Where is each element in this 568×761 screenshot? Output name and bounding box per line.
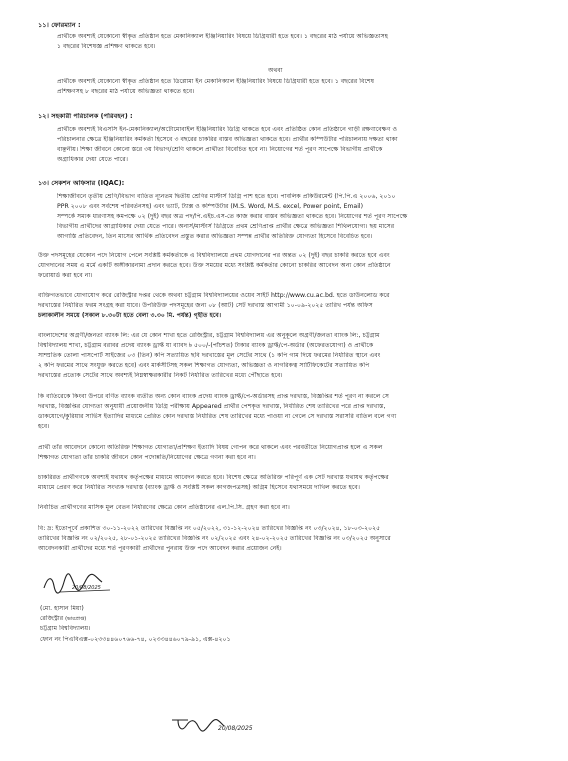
payment-line-4: ২ কপি ফরমের সাথে সংযুক্ত করতে হবে) এবং মার্কসীটসহ সকল শিক্ষাগত যোগ্যতা, অভিজ্ঞতা ও নাগরিকত্ব সার্টিফিকেটের সত্যায়িত কপি: [38, 362, 370, 369]
govt-line-1: চাকরিরত প্রার্থীগণকে অবশ্যই যথাযথ কর্তৃপক্ষের মাধ্যমে আবেদন করতে হবে। বিশেষ ক্ষেত্রে অতিরিক্ত পরিপূর্ণ এক সেট দরখাস্ত যথাযথ কর্তৃপক্ষের: [38, 474, 389, 481]
note-line-3: ডাকযোগে/কুরিয়ার সার্ভিস ইত্যাদির মাধ্যমে প্রেরিত কোন দরখাস্ত নির্ধারিত শেষ তারিখের মধ্যে পাওয়া না গেলে সে দরখাস্ত সরাসরি বাতিল বলে গণ্য: [38, 413, 397, 420]
lpc-line: নির্বাচিত প্রার্থীগণের মাসিক মূল বেতন নির্ধারণের ক্ষেত্রে কোন প্রতিষ্ঠানের এল.পি.সি. গ্রহণ করা হবে না।: [38, 504, 290, 511]
payment-line-5: দরখাস্তের প্রত্যেক সেটের সাথে অবশ্যই নিম্নস্বাক্ষরকারীর নিকট নির্ধারিত তারিখের মধ্যে পৌঁছাতে হবে।: [38, 372, 283, 379]
section-12-line-3: বাঞ্ছনীয়। শিক্ষা জীবনে কোনো স্তরে ৩য় বিভাগ/শ্রেণি থাকলে প্রার্থীতা বিবেচিত হবে না। নিয়োগের শর্ত পূরণ সাপেক্ষে বিভাগীয় প্রার্থীকে: [57, 146, 383, 153]
reference-line-3: আবেদনকারী প্রার্থীদের মধ্যে শর্ত পূরণকারী প্রার্থীদের পুনরায় উক্ত পদে আবেদন করার প্রয়োজন নেই।: [38, 545, 282, 552]
section-11-line-2: ১ বছরের বিশেষজ্ঞ প্রশিক্ষণ থাকতে হবে।: [57, 43, 156, 50]
payment-line-3: সাম্প্রতিক তোলা পাসপোর্ট সাইজের ০৩ (তিন) কপি সত্যায়িত ছবি দরখাস্তের মূল সেটের সাথে (১ কপি গাম দিয়ে ফরমের নির্ধারিত স্থানে এবং: [38, 352, 381, 359]
payment-line-2: বিশ্ববিদ্যালয় শাখা, চট্টগ্রাম বরাবর প্রদেয় ব্যাংক ড্রাফ্ট যা ব্যাবদ ৳ ৫০০/-(পাঁচশত) টাকার ব্যাংক ড্রাফ্ট/পে-অর্ডার (অফেরতযোগ্য) ও প্রার্থীকে: [38, 342, 374, 349]
payment-line-1: বাংলাদেশের অগ্রণী/জনতা ব্যাংক লি: এর যে কোন শাখা হতে রেজিস্ট্রার, চট্টগ্রাম বিশ্ববিদ্যালয় এর অনুকূলে অগ্রণী/জনতা ব্যাংক লি:, চট্টগ্রাম: [38, 332, 380, 339]
joining-line-1: উক্ত পদসমূহের যেকোন পদে নিয়োগ পেলে সংশ্লিষ্ট কর্মকর্তাকে এ বিশ্ববিদ্যালয়ে প্রথম যোগদানের পর অন্তত ০২ (দুই) বছর চাকরি করতে হবে এবং: [38, 252, 390, 259]
registrar-title-suffix: (ভারপ্রাপ্ত): [65, 616, 87, 622]
joining-line-3: ফরোয়ার্ড করা হবে না।: [38, 272, 93, 279]
registrar-title: [40, 615, 86, 624]
or-label: অথবা: [268, 67, 283, 74]
section-11-line-1: প্রার্থীকে অবশ্যই যেকোনো স্বীকৃত প্রতিষ্ঠান হতে মেকানিক্যাল ইঞ্জিনিয়ারিং বিষয়ে ডিগ্রিধারী হতে হবে। ১ বছরের মাঠ পর্যায়ে অভিজ্ঞতাসহ: [57, 33, 388, 40]
section-13-line-3: সম্পর্কে সম্যক ধারণাসহ কমপক্ষে ০২ (দুই) বছর অত্র পদ/পি.এইচ.এস-তে কাজ করার বাস্তব অভিজ্ঞতা থাকতে হবে। নিয়োগের শর্ত পূরণ সাপেক্ষে: [57, 213, 408, 220]
registrar-org: চট্টগ্রাম বিশ্ববিদ্যালয়।: [40, 625, 91, 632]
application-line-1: ব্যক্তিগতভাবে যোগাযোগ করে রেজিস্ট্রার দপ্তর থেকে অথবা চট্টগ্রাম বিশ্ববিদ্যালয়ের ওয়েব সাইট http://www.cu.ac.bd. হতে ডাউনলোড করে: [38, 292, 390, 299]
reference-line-1: বি: দ্র: ইতোপূর্বে প্রকাশিত ৩০-১১-২০২২ তারিখের বিজ্ঞপ্তি নং ০৫/২০২২, ৩১-১২-২০২৪ তারিখের বিজ্ঞপ্তি নং ০৩/২০২৪, ১৮-০৩-২০২৫: [38, 525, 381, 532]
application-line-3: চলাকালীন সময়ে (সকাল ৮.৩০টা হতে বেলা ৩.৩০ মি. পর্যন্ত) গৃহীত হবে।: [38, 312, 222, 319]
joining-line-2: যোগদানের সময় এ মর্মে একটি অঙ্গীকারনামা প্রদান করতে হবে। উক্ত সময়ের মধ্যে সংশ্লিষ্ট কর্মকর্তার কোনো চাকরির আবেদন অন্য কোন প্রতিষ্ঠানে: [38, 262, 391, 269]
section-12-line-1: প্রার্থীকে অবশ্যই বিএসসি ইন-মেকানিক্যাল/অটোমোবাইল ইঞ্জিনিয়ারিং ডিগ্রি থাকতে হবে এবং প্রতিষ্ঠিত কোন প্রতিষ্ঠানে গাড়ী রক্ষণাবেক্ষণ ও: [57, 126, 398, 133]
govt-line-2: মাধ্যমে প্রেরণ করে নির্ধারিত সংখ্যক দরখাস্ত (ব্যাংক ড্রাফ্ট ও সংশ্লিষ্ট সকল কাগজপত্রসহ) অগ্রিম হিসেবে যথাসময়ে দাখিল করতে হবে।: [38, 484, 360, 491]
section-11-alt-line-2: প্রশিক্ষণসহ ৮ বছরের মাঠ পর্যায়ে অভিজ্ঞতা থাকতে হবে।: [57, 88, 195, 95]
section-11-heading: ১১। ফোরম্যান :: [38, 22, 81, 29]
note-line-1: কি ব্যতিরেকে কিংবা উপরে বর্ণিত ব্যাংক ব্যতীত অন্য কোন ব্যাংক প্রদেয় ব্যাংক ড্রাফ্ট/পে-অর্ডারসহ প্রাপ্ত দরখাস্ত, বিজ্ঞপ্তির শর্ত পূরণ না করলে সে: [38, 393, 389, 400]
note-line-2: দরখাস্ত, বিজ্ঞপ্তির যোগ্যতা অনুযায়ী প্রয়োজনীয় ডিগ্রি পরীক্ষায় Appeared প্রার্থীর পেশকৃত দরখাস্ত, নির্ধারিত শেষ তারিখের পরে প্রাপ্ত দরখাস্ত,: [38, 403, 386, 410]
footer-signature-date: 20/08/2025: [218, 725, 253, 732]
application-line-2: দরখাস্তের নির্ধারিত ফরম সংগ্রহ করা যাবে। উপরিউক্ত পদসমূহের জন্য ০৮ (আট) সেট দরখাস্ত আগামী ১০-০৯-২০২৫ তারিখ পর্যন্ত অফিস: [38, 302, 373, 309]
registrar-title-text: রেজিস্ট্রার: [40, 615, 64, 622]
section-13-line-4: বিভাগীয় প্রার্থীদের আগ্রাধিকার দেয়া যেতে পারে। অনার্স/মাস্টার্স ডিগ্রিতে প্রথম শ্রেণিপ্রাপ্ত প্রার্থীর ক্ষেত্রে অভিজ্ঞতা শিথিলযোগ্য। ছয় মাসের: [57, 223, 395, 230]
false-info-line-1: প্রার্থী তাঁর আবেদনে কোনো অতিরিক্ত শিক্ষাগত যোগ্যতা/প্রশিক্ষণ ইত্যাদি বিষয় গোপন করে থাকলে এবং পরবর্তীতে নিয়োগপ্রাপ্ত হলে এ সকল: [38, 444, 383, 451]
section-12-line-2: পরিচালনার ক্ষেত্রে ইঞ্জিনিয়ারিং কর্মকর্তা হিসেবে ৩ বছরের চাকরির বাস্তব অভিজ্ঞতা থাকতে হবে। প্রার্থীর কম্পিউটার পরিচালনায় দক্ষতা থাকা: [57, 136, 398, 143]
section-12-line-4: অগ্রাধিকার দেয়া যেতে পারে।: [57, 156, 128, 163]
registrar-phone: ফোন নং পিএবিএক্স-০২৩৩৪৪৬০৭৬৬-৭৪, ০২৩৩৪৪৬০৭৯-৯১, এক্স-৪২০১: [40, 636, 231, 643]
section-13-heading: ১৩। সেকশন অফিসার (IQAC):: [38, 180, 125, 187]
registrar-name: (মো. হাসান মিয়া): [40, 605, 84, 612]
section-13-line-2: PPR ২০০৮ এবং সর্বশেষ পরিবর্তনসহ) এবং ভ্যাট, ট্যাক্স ও কম্পিউটার (M.S. Word, M.S. excel, Power point, Email): [57, 203, 364, 210]
section-13-line-5: আগাস্তি প্রতিবেদন, তিন মাসের আর্থিক প্রতিবেদন প্রস্তুত করার অভিজ্ঞতা সম্পন্ন প্রার্থীর অতিরিক্ত যোগ্যতা হিসেবে বিবেচিত হবে।: [57, 233, 373, 240]
section-12-heading: ১২। সহকারী পরিচালক (পরিবহন) :: [38, 113, 133, 120]
registrar-signature-date: 20/08/2025: [72, 585, 101, 591]
section-13-line-1: শিক্ষাজীবনে তৃতীয় শ্রেণি/বিভাগ ব্যতিত ন্যূনতম দ্বিতীয় শ্রেণির মাস্টার্স ডিগ্রি পাশ হতে হবে। পাবলিক প্রকিউরমেন্ট (পি.পি.এ ২০০৬, ২০১০: [57, 193, 396, 200]
note-line-4: হবে।: [38, 423, 50, 430]
reference-line-2: তারিখের বিজ্ঞপ্তি নং ০২/২০২৫, ২৮-০১-২০২৫ তারিখের বিজ্ঞপ্তি নং ০২/২০২৫ এবং ২৪-০২-২০২৫ তারিখের বিজ্ঞপ্তি নং ০৩/২০২৫ অনুসারে: [38, 535, 391, 542]
section-11-alt-line-1: প্রার্থীকে অবশ্যই যেকোনো স্বীকৃত প্রতিষ্ঠান হতে ডিপ্লোমা ইন মেকানিক্যাল ইঞ্জিনিয়ারিং বিষয়ে ডিগ্রিধারী হতে হবে। ১ বছরের বিশেষ: [57, 78, 375, 85]
false-info-line-2: শিক্ষাগত যোগ্যতা তাঁর চাকরি জীবনে কোন পদোন্নতি/নিয়োগের ক্ষেত্রে গণনা করা হবে না।: [38, 454, 256, 461]
